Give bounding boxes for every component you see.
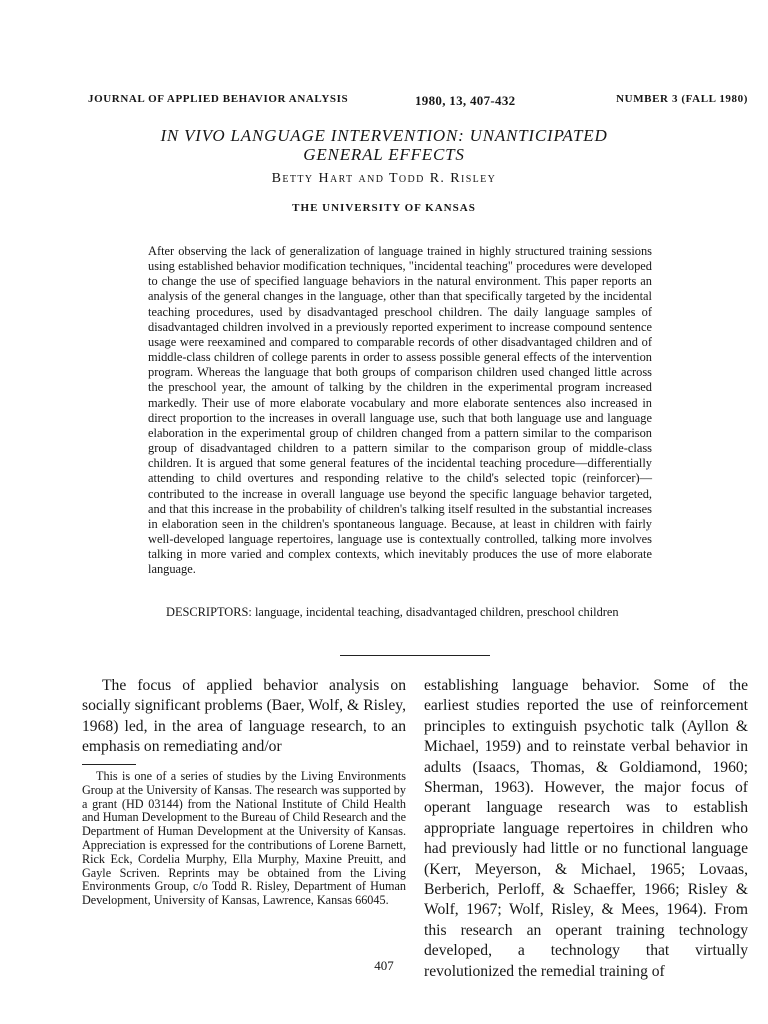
section-divider	[340, 655, 490, 656]
footnote: This is one of a series of studies by the Living Environments Group at the University of Kansas. The research was supported by a grant (HD 03144) from the National Institute of Child Health and Human Development to the Bureau of Child Research and the Department of Human Development at the University of Kansas. Appreciation is expressed for the contributions of Lorene Barnett, Rick Eck, Cordelia Murphy, Ella Murphy, Maxine Preuitt, and Gayle Scriven. Reprints may be obtained from the Living Environments Group, c/o Todd R. Risley, Department of Human Development, University of Kansas, Lawrence, Kansas 66045.	[82, 769, 406, 908]
citation: 1980, 13, 407-432	[415, 93, 516, 108]
issue-number: NUMBER 3 (FALL 1980)	[616, 93, 748, 105]
affiliation: THE UNIVERSITY OF KANSAS	[292, 202, 476, 214]
footnote-divider	[82, 764, 136, 765]
article-title-line-1: IN VIVO LANGUAGE INTERVENTION: UNANTICIPATED	[160, 126, 608, 145]
body-text-right-column: establishing language behavior. Some of the earliest studies reported the use of reinforcement principles to extinguish psychotic talk (Ayllon & Michael, 1959) and to reinstate verbal behavior in adults (Isaacs, Thomas, & Goldiamond, 1960; Sherman, 1963). However, the major focus of operant language research was to establish appropriate language repertoires in children who had previously had little or no functional language (Kerr, Meyerson, & Michael, 1965; Lovaas, Berberich, Perloff, & Schaeffer, 1966; Risley & Wolf, 1967; Wolf, Risley, & Mees, 1964). From this research an operant training technology developed, a technology that virtually revolutionized the remedial training of	[424, 677, 748, 980]
article-title-line-2: GENERAL EFFECTS	[303, 145, 465, 164]
body-text-left-column: The focus of applied behavior analysis on socially significant problems (Baer, Wolf, & Risley, 1968) led, in the area of language research, to an emphasis on remediating and/or	[82, 677, 406, 756]
abstract: After observing the lack of generalization of language trained in highly structured training sessions using established behavior modification techniques, "incidental teaching" procedures were developed to change the use of specified language behaviors in the natural environment. This paper reports an analysis of the general changes in the language, other than that specifically targeted by the incidental teaching procedures, used by disadvantaged preschool children. The daily language samples of disadvantaged children involved in a previously reported experiment to increase compound sentence usage were reexamined and compared to comparable records of other disadvantaged children and of middle-class children of college parents in order to assess possible general effects of the intervention program. Whereas the language that both groups of comparison children used changed little across the preschool year, the amount of talking by the children in the experimental program increased markedly. Their use of more elaborate vocabulary and more elaborate sentences also increased in direct proportion to the increases in overall language use, such that both language use and language elaboration in the experimental group of children changed from a pattern similar to the comparison group of disadvantaged children to a pattern similar to the comparison group of middle-class children. It is argued that some general features of the incidental teaching procedure—differentially attending to child overtures and responding relative to the child's selected topic (reinforcer)—contributed to the increase in overall language use beyond the specific language behavior targeted, and that this increase in the probability of children's talking itself resulted in the substantial increases in elaboration seen in the children's spontaneous language. Because, at least in children with fairly well-developed language repertoires, language use is contextually controlled, talking more involves talking in more varied and complex contexts, which inevitably produces the use of more elaborate language.	[148, 244, 652, 577]
descriptors: DESCRIPTORS: language, incidental teaching, disadvantaged children, preschool children	[166, 605, 619, 619]
journal-name: JOURNAL OF APPLIED BEHAVIOR ANALYSIS	[88, 93, 349, 105]
authors: Betty Hart and Todd R. Risley	[271, 171, 497, 186]
page-number: 407	[374, 958, 394, 973]
